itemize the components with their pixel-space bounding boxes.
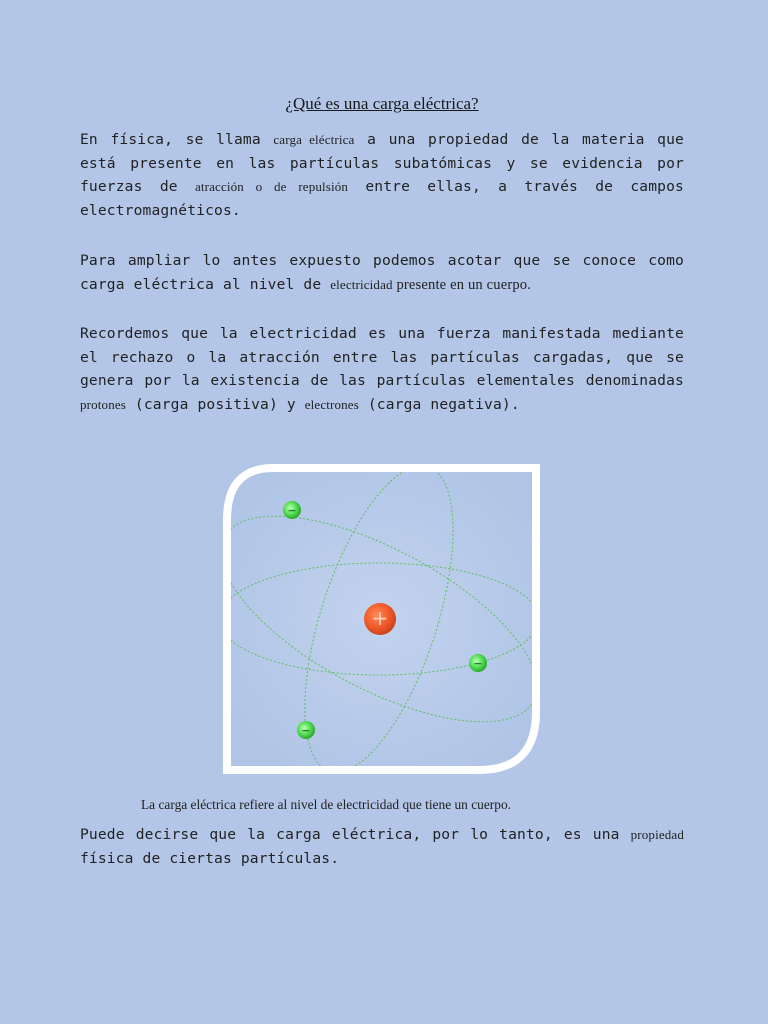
atom-diagram (221, 462, 542, 776)
electron (297, 721, 315, 739)
paragraph-ampliacion (80, 249, 684, 297)
paragraph-electricidad (80, 322, 684, 416)
term-carga-electrica: carga eléctrica (273, 132, 355, 147)
electron (469, 654, 487, 672)
nucleus-plus-symbol: + (371, 606, 389, 630)
paragraph-conclusion (80, 823, 684, 870)
text-run: (carga positiva) y (125, 395, 305, 413)
page-title: ¿Qué es una carga eléctrica? (285, 94, 479, 113)
term-atraccion-repulsion: atracción o de repulsión (194, 179, 349, 194)
text-run: En física, se llama (80, 131, 274, 148)
term-propiedad: propiedad (630, 827, 684, 842)
text-run-serif: presente en un cuerpo. (392, 276, 532, 293)
text-run: física de ciertas partículas. (80, 849, 340, 867)
term-electricidad: electricidad (330, 276, 393, 292)
paragraph-definition (80, 128, 684, 222)
term-electrones: electrones (304, 396, 359, 412)
text-run: (carga negativa). (358, 395, 520, 413)
figure-caption: La carga eléctrica refiere al nivel de electricidad que tiene un cuerpo. (141, 797, 512, 812)
text-run: entre ellas, a través de campos electromagnéticos. (80, 178, 684, 219)
atom-illustration (221, 462, 542, 776)
nucleus (364, 603, 396, 635)
electron-minus-symbol: − (473, 657, 483, 670)
electron-minus-symbol: − (287, 504, 297, 517)
text-run: a una propiedad de la materia que está presente en las partículas subatómicas y se evidencia por fuerzas de (80, 131, 684, 195)
text-run: Puede decirse que la carga eléctrica, por lo tanto, es una (80, 826, 631, 843)
electron-minus-symbol: − (301, 724, 311, 737)
electron (283, 501, 301, 519)
term-protones: protones (80, 396, 126, 412)
text-run: Recordemos que la electricidad es una fuerza manifestada mediante el rechazo o la atracción entre las partículas cargadas, que se genera por la existencia de las partículas elementales denominadas (80, 325, 684, 389)
text-run: Para ampliar lo antes expuesto podemos acotar que se conoce como carga eléctrica al nivel de (80, 252, 684, 293)
